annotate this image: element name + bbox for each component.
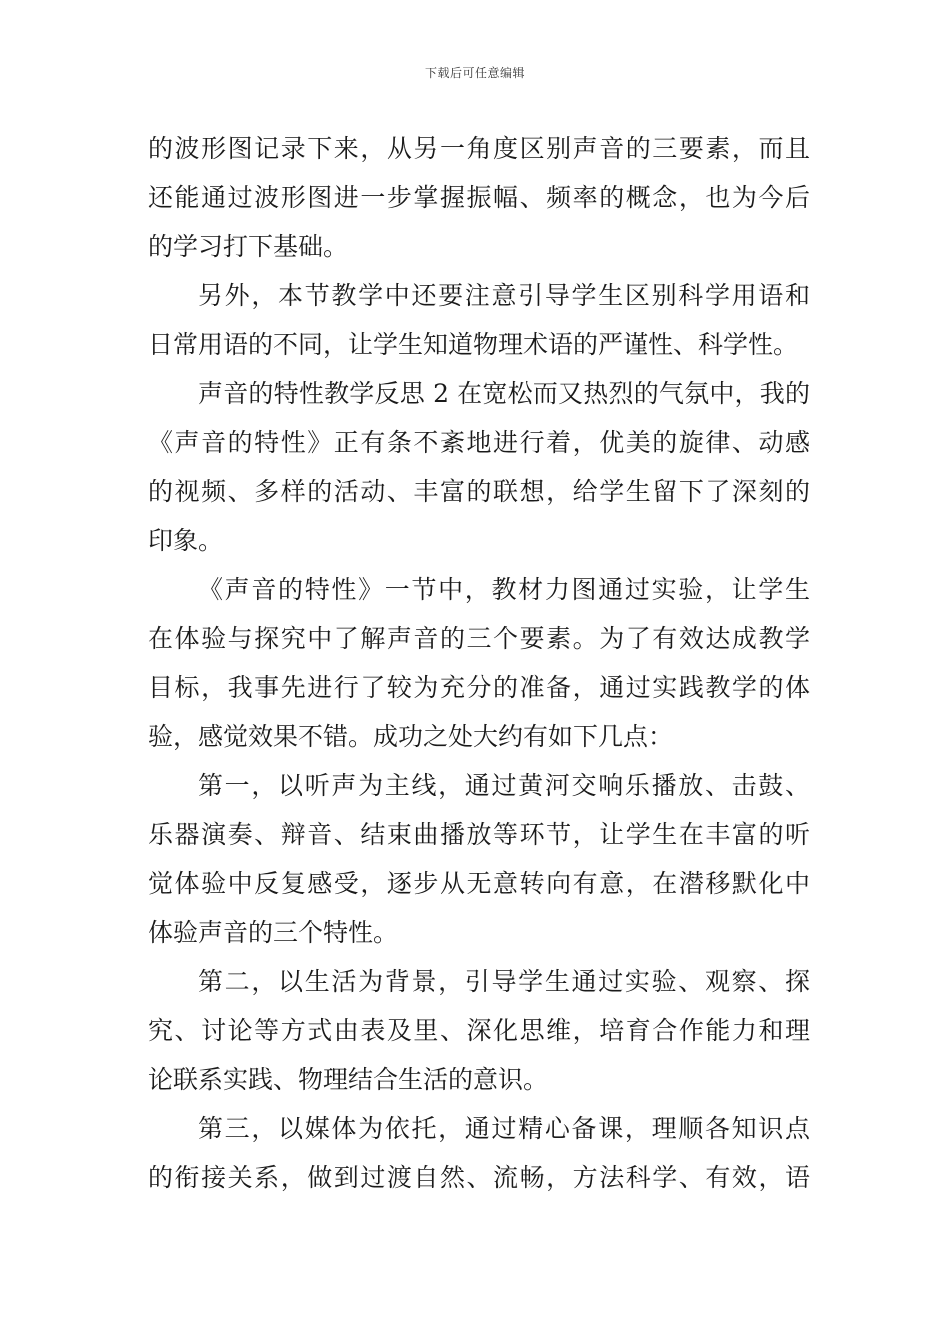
text-line: 第三，以媒体为依托，通过精心备课，理顺各知识点 <box>198 1114 810 1143</box>
text-line: 另外，本节教学中还要注意引导学生区别科学用语和 <box>198 281 810 310</box>
paragraph <box>148 1104 810 1202</box>
text-line: 印象。 <box>148 526 224 555</box>
text-line: 论联系实践、物理结合生活的意识。 <box>148 1065 549 1094</box>
paragraph <box>148 957 810 1104</box>
text-line: 《声音的特性》正有条不紊地进行着，优美的旋律、动感 <box>148 428 810 457</box>
text-line: 究、讨论等方式由表及里、深化思维，培育合作能力和理 <box>148 1016 810 1045</box>
text-line: 的学习打下基础。 <box>148 232 349 261</box>
text-line: 第二，以生活为背景，引导学生通过实验、观察、探 <box>198 967 810 996</box>
paragraph <box>148 124 810 271</box>
text-line: 第一，以听声为主线，通过黄河交响乐播放、击鼓、 <box>198 771 810 800</box>
text-line: 声音的特性教学反思 2 在宽松而又热烈的气氛中，我的 <box>198 379 810 408</box>
text-line: 的视频、多样的活动、丰富的联想，给学生留下了深刻的 <box>148 477 810 506</box>
paragraph <box>148 271 810 369</box>
text-line: 在体验与探究中了解声音的三个要素。为了有效达成教学 <box>148 624 810 653</box>
text-line: 目标，我事先进行了较为充分的准备，通过实践教学的体 <box>148 673 810 702</box>
page-header: 下载后可任意编辑 <box>424 66 525 80</box>
document-body <box>148 124 810 1202</box>
text-line: 《声音的特性》一节中，教材力图通过实验，让学生 <box>198 575 810 604</box>
paragraph <box>148 565 810 761</box>
text-line: 体验声音的三个特性。 <box>148 918 399 947</box>
text-line: 验，感觉效果不错。成功之处大约有如下几点： <box>148 722 674 751</box>
text-line: 乐器演奏、辩音、结束曲播放等环节，让学生在丰富的听 <box>148 820 810 849</box>
paragraph <box>148 369 810 565</box>
text-line: 觉体验中反复感受，逐步从无意转向有意，在潜移默化中 <box>148 869 810 898</box>
text-line: 的衔接关系，做到过渡自然、流畅，方法科学、有效，语 <box>148 1163 810 1192</box>
text-line: 日常用语的不同，让学生知道物理术语的严谨性、科学性。 <box>148 330 799 359</box>
text-line: 还能通过波形图进一步掌握振幅、频率的概念，也为今后 <box>148 183 810 212</box>
paragraph <box>148 761 810 957</box>
text-line: 的波形图记录下来，从另一角度区别声音的三要素，而且 <box>148 134 810 163</box>
